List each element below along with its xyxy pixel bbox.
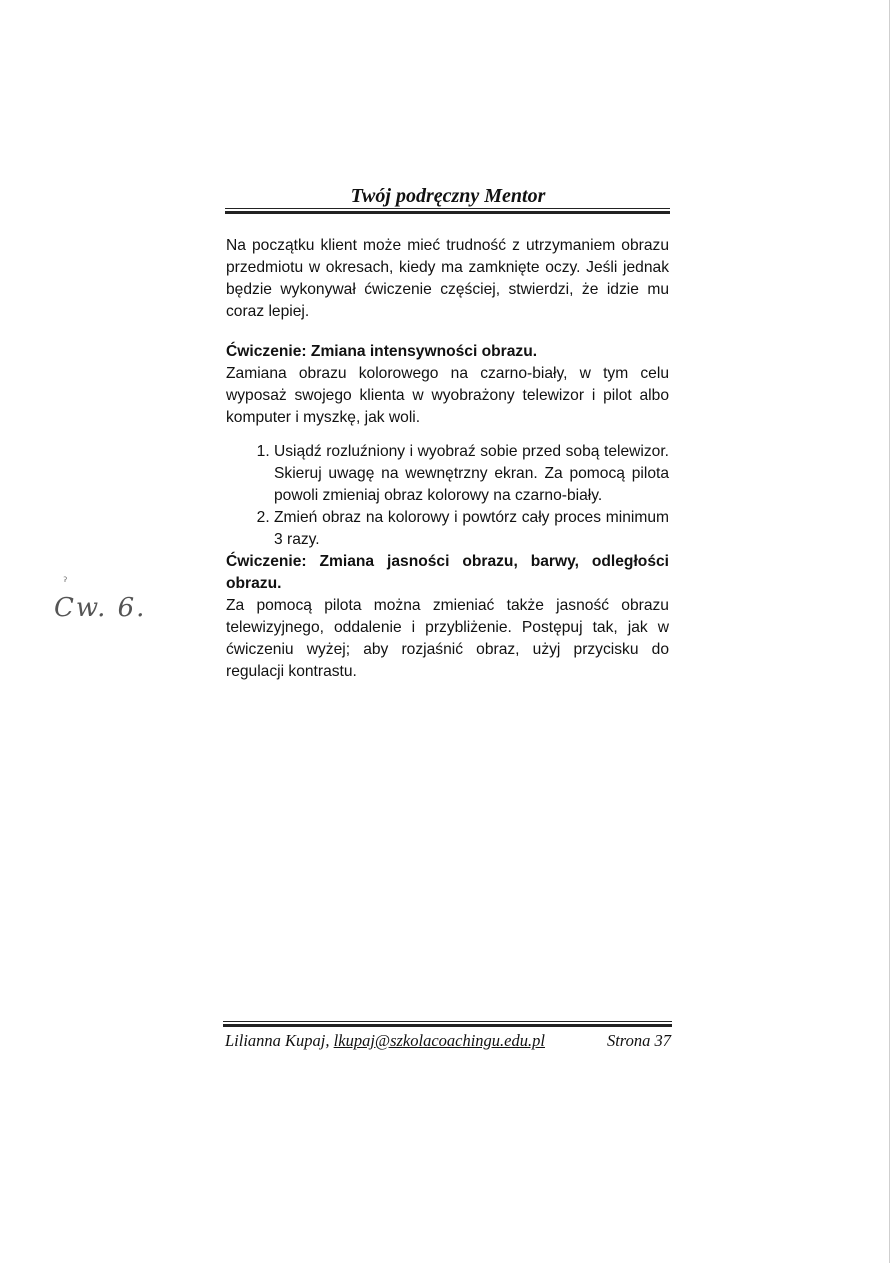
exercise-heading-brightness: Ćwiczenie: Zmiana jasności obrazu, barwy, odległości obrazu. (226, 553, 669, 592)
list-item: 2. Zmień obraz na kolorowy i powtórz cały proces minimum 3 razy. (274, 507, 669, 551)
exercise-steps-list (226, 441, 669, 551)
page-header-title: Twój podręczny Mentor (350, 185, 546, 207)
list-item: 1. Usiądź rozluźniony i wyobraź sobie przed sobą telewizor. Skieruj uwagę na wewnętrzny ekran. Za pomocą pilota powoli zmieniaj obraz kolorowy na czarno-biały. (274, 441, 669, 507)
paragraph-brightness: Za pomocą pilota można zmieniać także jasność obrazu telewizyjnego, oddalenie i przybliżenie. Postępuj tak, jak w ćwiczeniu wyżej; aby rozjaśnić obraz, użyj przycisku do regulacji kontrastu. (226, 597, 669, 680)
footer-email-link[interactable]: lkupaj@szkolacoachingu.edu.pl (333, 1031, 545, 1050)
footer-author (225, 1031, 545, 1051)
page-content (226, 235, 669, 683)
paragraph-exercise-description: Zamiana obrazu kolorowego na czarno-biały, w tym celu wyposaż swojego klienta w wyobrażony telewizor i pilot albo komputer i myszkę, jak woli. (226, 365, 669, 426)
handwritten-note: Cw. 6. (54, 593, 147, 623)
handwritten-tick: ˀ (63, 575, 68, 589)
footer-page-number: Strona 37 (606, 1031, 671, 1050)
footer-rule (223, 1021, 672, 1027)
scan-page-edge (889, 0, 890, 1263)
footer-author-name: Lilianna Kupaj, (225, 1031, 334, 1050)
paragraph-intro: Na początku klient może mieć trudność z utrzymaniem obrazu przedmiotu w okresach, kiedy ma zamknięte oczy. Jeśli jednak będzie wykonywał ćwiczenie częściej, stwierdzi, że idzie mu coraz lepiej. (226, 237, 669, 320)
header-rule (225, 208, 670, 214)
exercise-heading-intensity: Ćwiczenie: Zmiana intensywności obrazu. (226, 343, 538, 360)
